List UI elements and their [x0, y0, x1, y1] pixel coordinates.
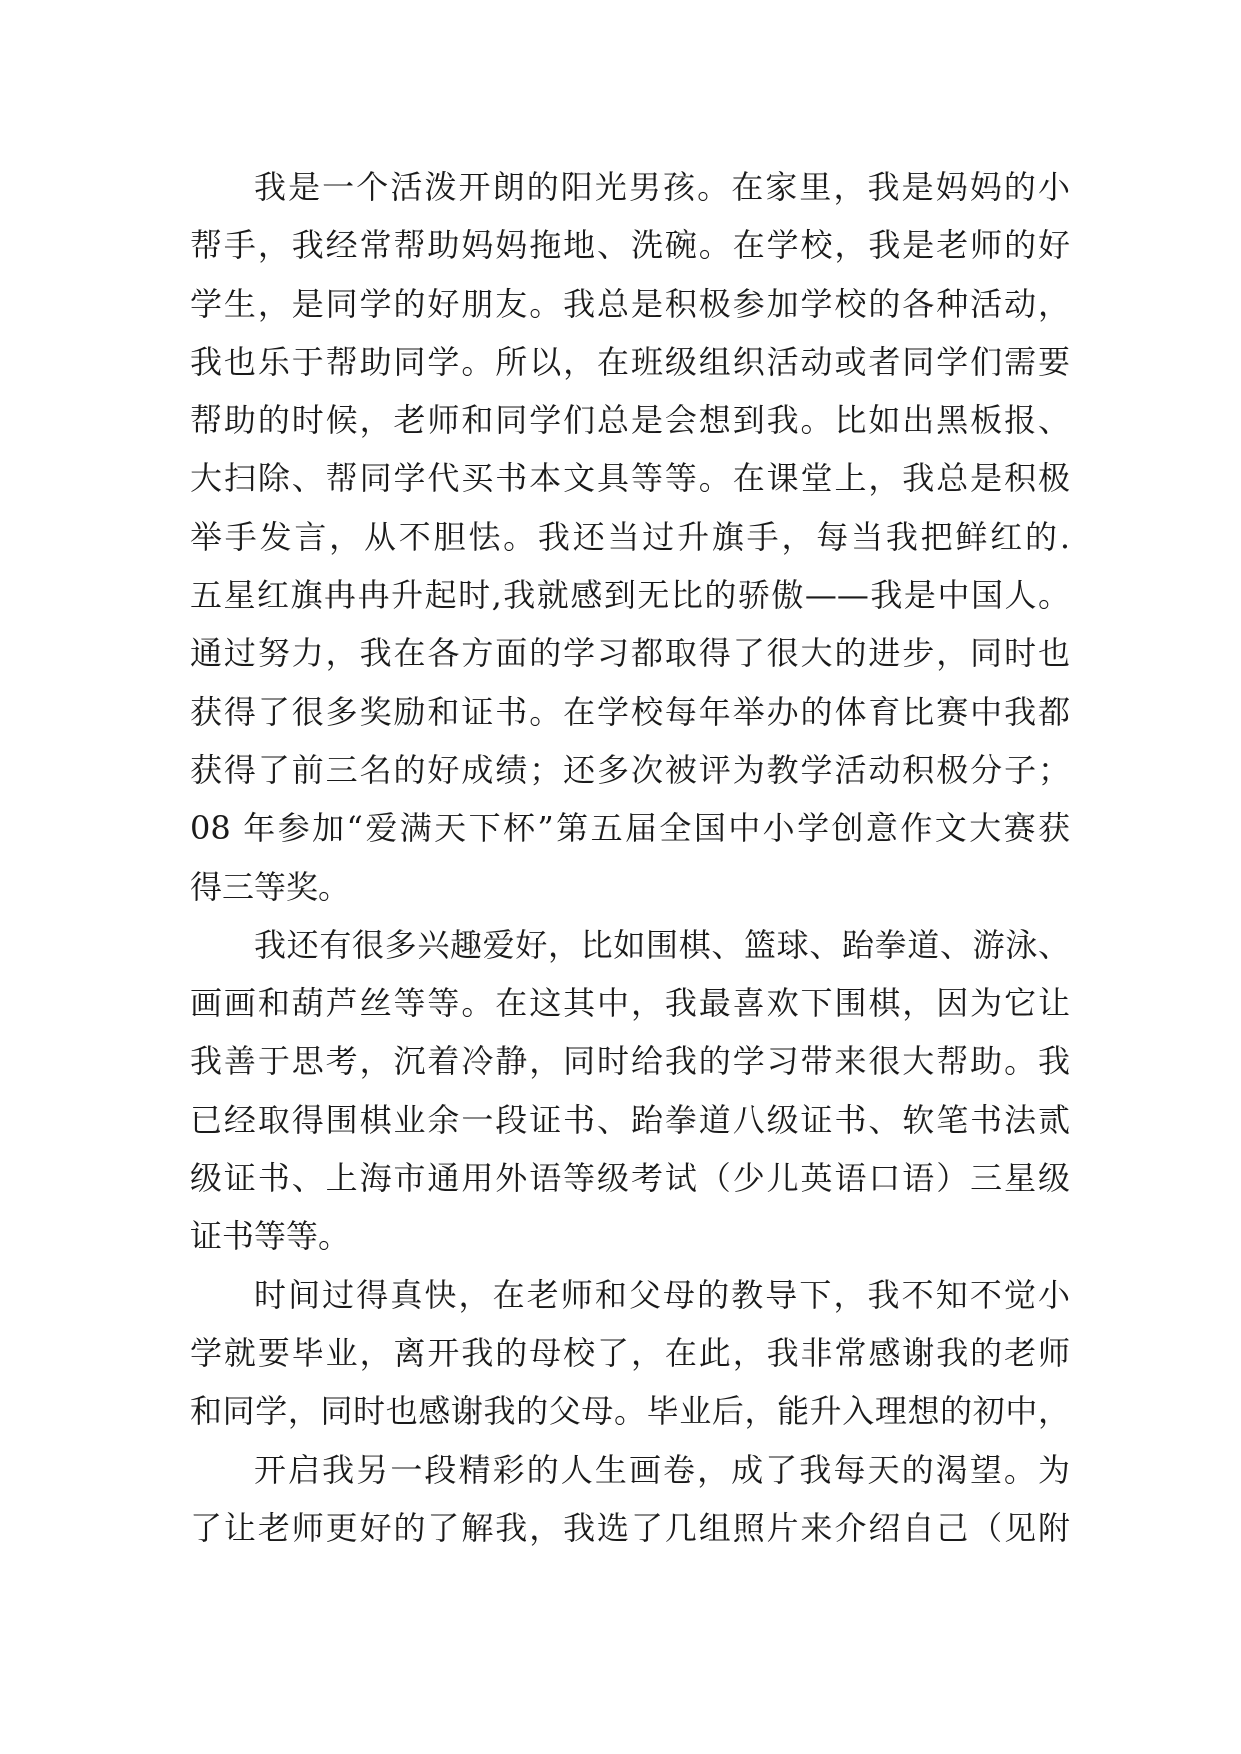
text-line: 开启我另一段精彩的人生画卷，成了我每天的渴望。为	[254, 1450, 1070, 1489]
text-line: 五星红旗冉冉升起时,我就感到无比的骄傲——我是中国人。	[190, 576, 1070, 615]
text-line: 获得了很多奖励和证书。在学校每年举办的体育比赛中我都	[190, 692, 1070, 731]
text-line: 画画和葫芦丝等等。在这其中，我最喜欢下围棋，因为它让	[190, 984, 1070, 1023]
text-line: 了让老师更好的了解我，我选了几组照片来介绍自己（见附	[190, 1508, 1070, 1547]
text-line: 我善于思考，沉着冷静，同时给我的学习带来很大帮助。我	[190, 1042, 1070, 1081]
text-line: 帮手，我经常帮助妈妈拖地、洗碗。在学校，我是老师的好	[190, 226, 1070, 265]
text-line: 和同学，同时也感谢我的父母。毕业后，能升入理想的初中，	[190, 1392, 1070, 1431]
text-line: 我也乐于帮助同学。所以，在班级组织活动或者同学们需要	[190, 342, 1070, 381]
text-line: 举手发言，从不胆怯。我还当过升旗手，每当我把鲜红的.	[190, 517, 1070, 556]
text-line: 大扫除、帮同学代买书本文具等等。在课堂上，我总是积极	[190, 459, 1070, 498]
text-line: 时间过得真快，在老师和父母的教导下，我不知不觉小	[254, 1275, 1070, 1314]
text-line: 通过努力，我在各方面的学习都取得了很大的进步，同时也	[190, 634, 1070, 673]
text-line: 得三等奖。	[190, 867, 351, 906]
text-line: 我是一个活泼开朗的阳光男孩。在家里，我是妈妈的小	[254, 168, 1070, 206]
text-line: 帮助的时候，老师和同学们总是会想到我。比如出黑板报、	[190, 401, 1070, 440]
text-line: 学就要毕业，离开我的母校了，在此，我非常感谢我的老师	[190, 1333, 1070, 1372]
body-text	[190, 158, 1070, 1557]
text-line: 学生，是同学的好朋友。我总是积极参加学校的各种活动，	[190, 284, 1070, 323]
text-line: 08 年参加“爱满天下杯”第五届全国中小学创意作文大赛获	[190, 809, 1070, 848]
text-line: 已经取得围棋业余一段证书、跆拳道八级证书、软笔书法贰	[190, 1100, 1070, 1139]
text-line: 获得了前三名的好成绩；还多次被评为教学活动积极分子；	[190, 750, 1070, 789]
text-line: 我还有很多兴趣爱好，比如围棋、篮球、跆拳道、游泳、	[254, 925, 1070, 964]
text-line: 级证书、上海市通用外语等级考试（少儿英语口语）三星级	[190, 1159, 1070, 1198]
text-line: 证书等等。	[190, 1217, 351, 1256]
